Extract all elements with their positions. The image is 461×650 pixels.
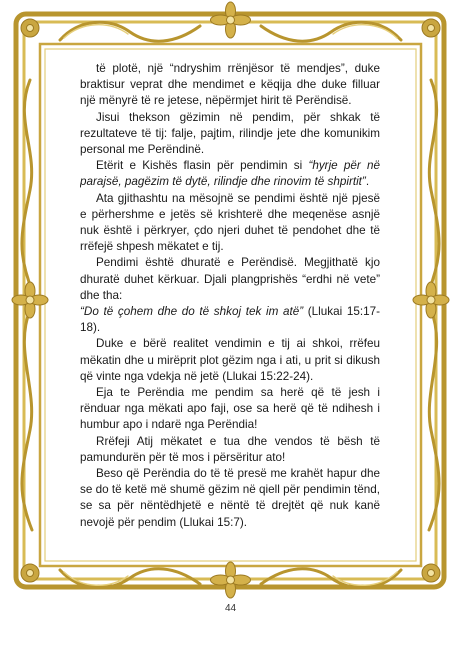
- paragraph-text: Jisui thekson gëzimin në pendim, për shkak të rezultateve të tij: falje, pajtim, rilindje jete dhe komunikim personal me Perëndinë.: [80, 110, 380, 157]
- page-body-text: [80, 61, 380, 557]
- paragraph-8: [80, 385, 380, 434]
- italic-quote: “Do të çohem dhe do të shkoj tek im atë”: [80, 305, 304, 319]
- paragraph-7: [80, 336, 380, 385]
- bottom-flower-icon: [211, 562, 251, 598]
- paragraph-6-quote: [80, 304, 380, 336]
- italic-quote: “hyrje për në parajsë, pagëzim të dytë, rilindje dhe rinovim të shpirtit”: [80, 159, 380, 189]
- paragraph-text: Etërit e Kishës flasin për pendimin si: [96, 159, 309, 173]
- paragraph-9: [80, 434, 380, 466]
- paragraph-text: të plotë, një “ndryshim rrënjësor të mendjes”, duke braktisur veprat dhe mendimet e këqija dhe duke filluar një mënyrë të re jetese, nëpërmjet hirit të Perëndisë.: [80, 62, 380, 108]
- page-number: 44: [224, 603, 237, 614]
- paragraph-text: Beso që Perëndia do të të presë me krahët hapur dhe se do të ketë më shumë gëzim në qiell për pendimin tënd, se sa për nëntëdhjetë e nëntë të drejtët që nuk kanë nevojë për pendim (Llukai 15:7).: [80, 467, 380, 529]
- paragraph-1: [80, 61, 380, 110]
- top-flower-icon: [211, 2, 251, 38]
- paragraph-text: Rrëfeji Atij mëkatet e tua dhe vendos të bësh të pamundurën për të mos i përsëritur ato!: [80, 434, 380, 464]
- paragraph-2: [80, 110, 380, 159]
- scripture-reference: (Llukai 15:17-18).: [80, 305, 380, 335]
- paragraph-text: Pendimi është dhuratë e Perëndisë. Megjithatë kjo dhuratë duhet kërkuar. Djali plangprishës “erdhi në vete” dhe tha:: [80, 256, 380, 302]
- paragraph-text: Duke e bërë realitet vendimin e tij ai shkoi, rrëfeu mëkatin dhe u mirëprit plot gëzim nga i ati, u prit si dikush që vinte nga vdekja në jetë (Llukai 15:22-24).: [80, 337, 380, 383]
- paragraph-5: [80, 255, 380, 304]
- paragraph-text-after: .: [365, 175, 370, 189]
- paragraph-text: Eja te Perëndia me pendim sa herë që të jesh i rënduar nga mëkati apo faji, ose sa herë që të ndihesh i humbur apo i ndarë nga Perëndia!: [80, 386, 380, 432]
- paragraph-4: [80, 191, 380, 256]
- paragraph-10: [80, 466, 380, 531]
- paragraph-text: Ata gjithashtu na mësojnë se pendimi është një pjesë e përhershme e jetës së krishterë dhe meqenëse asnjë nuk është i përkryer, çdo njeri duhet të pendohet dhe të rrëfejë shpesh mëkatet e tij.: [80, 191, 380, 254]
- paragraph-3: [80, 158, 380, 190]
